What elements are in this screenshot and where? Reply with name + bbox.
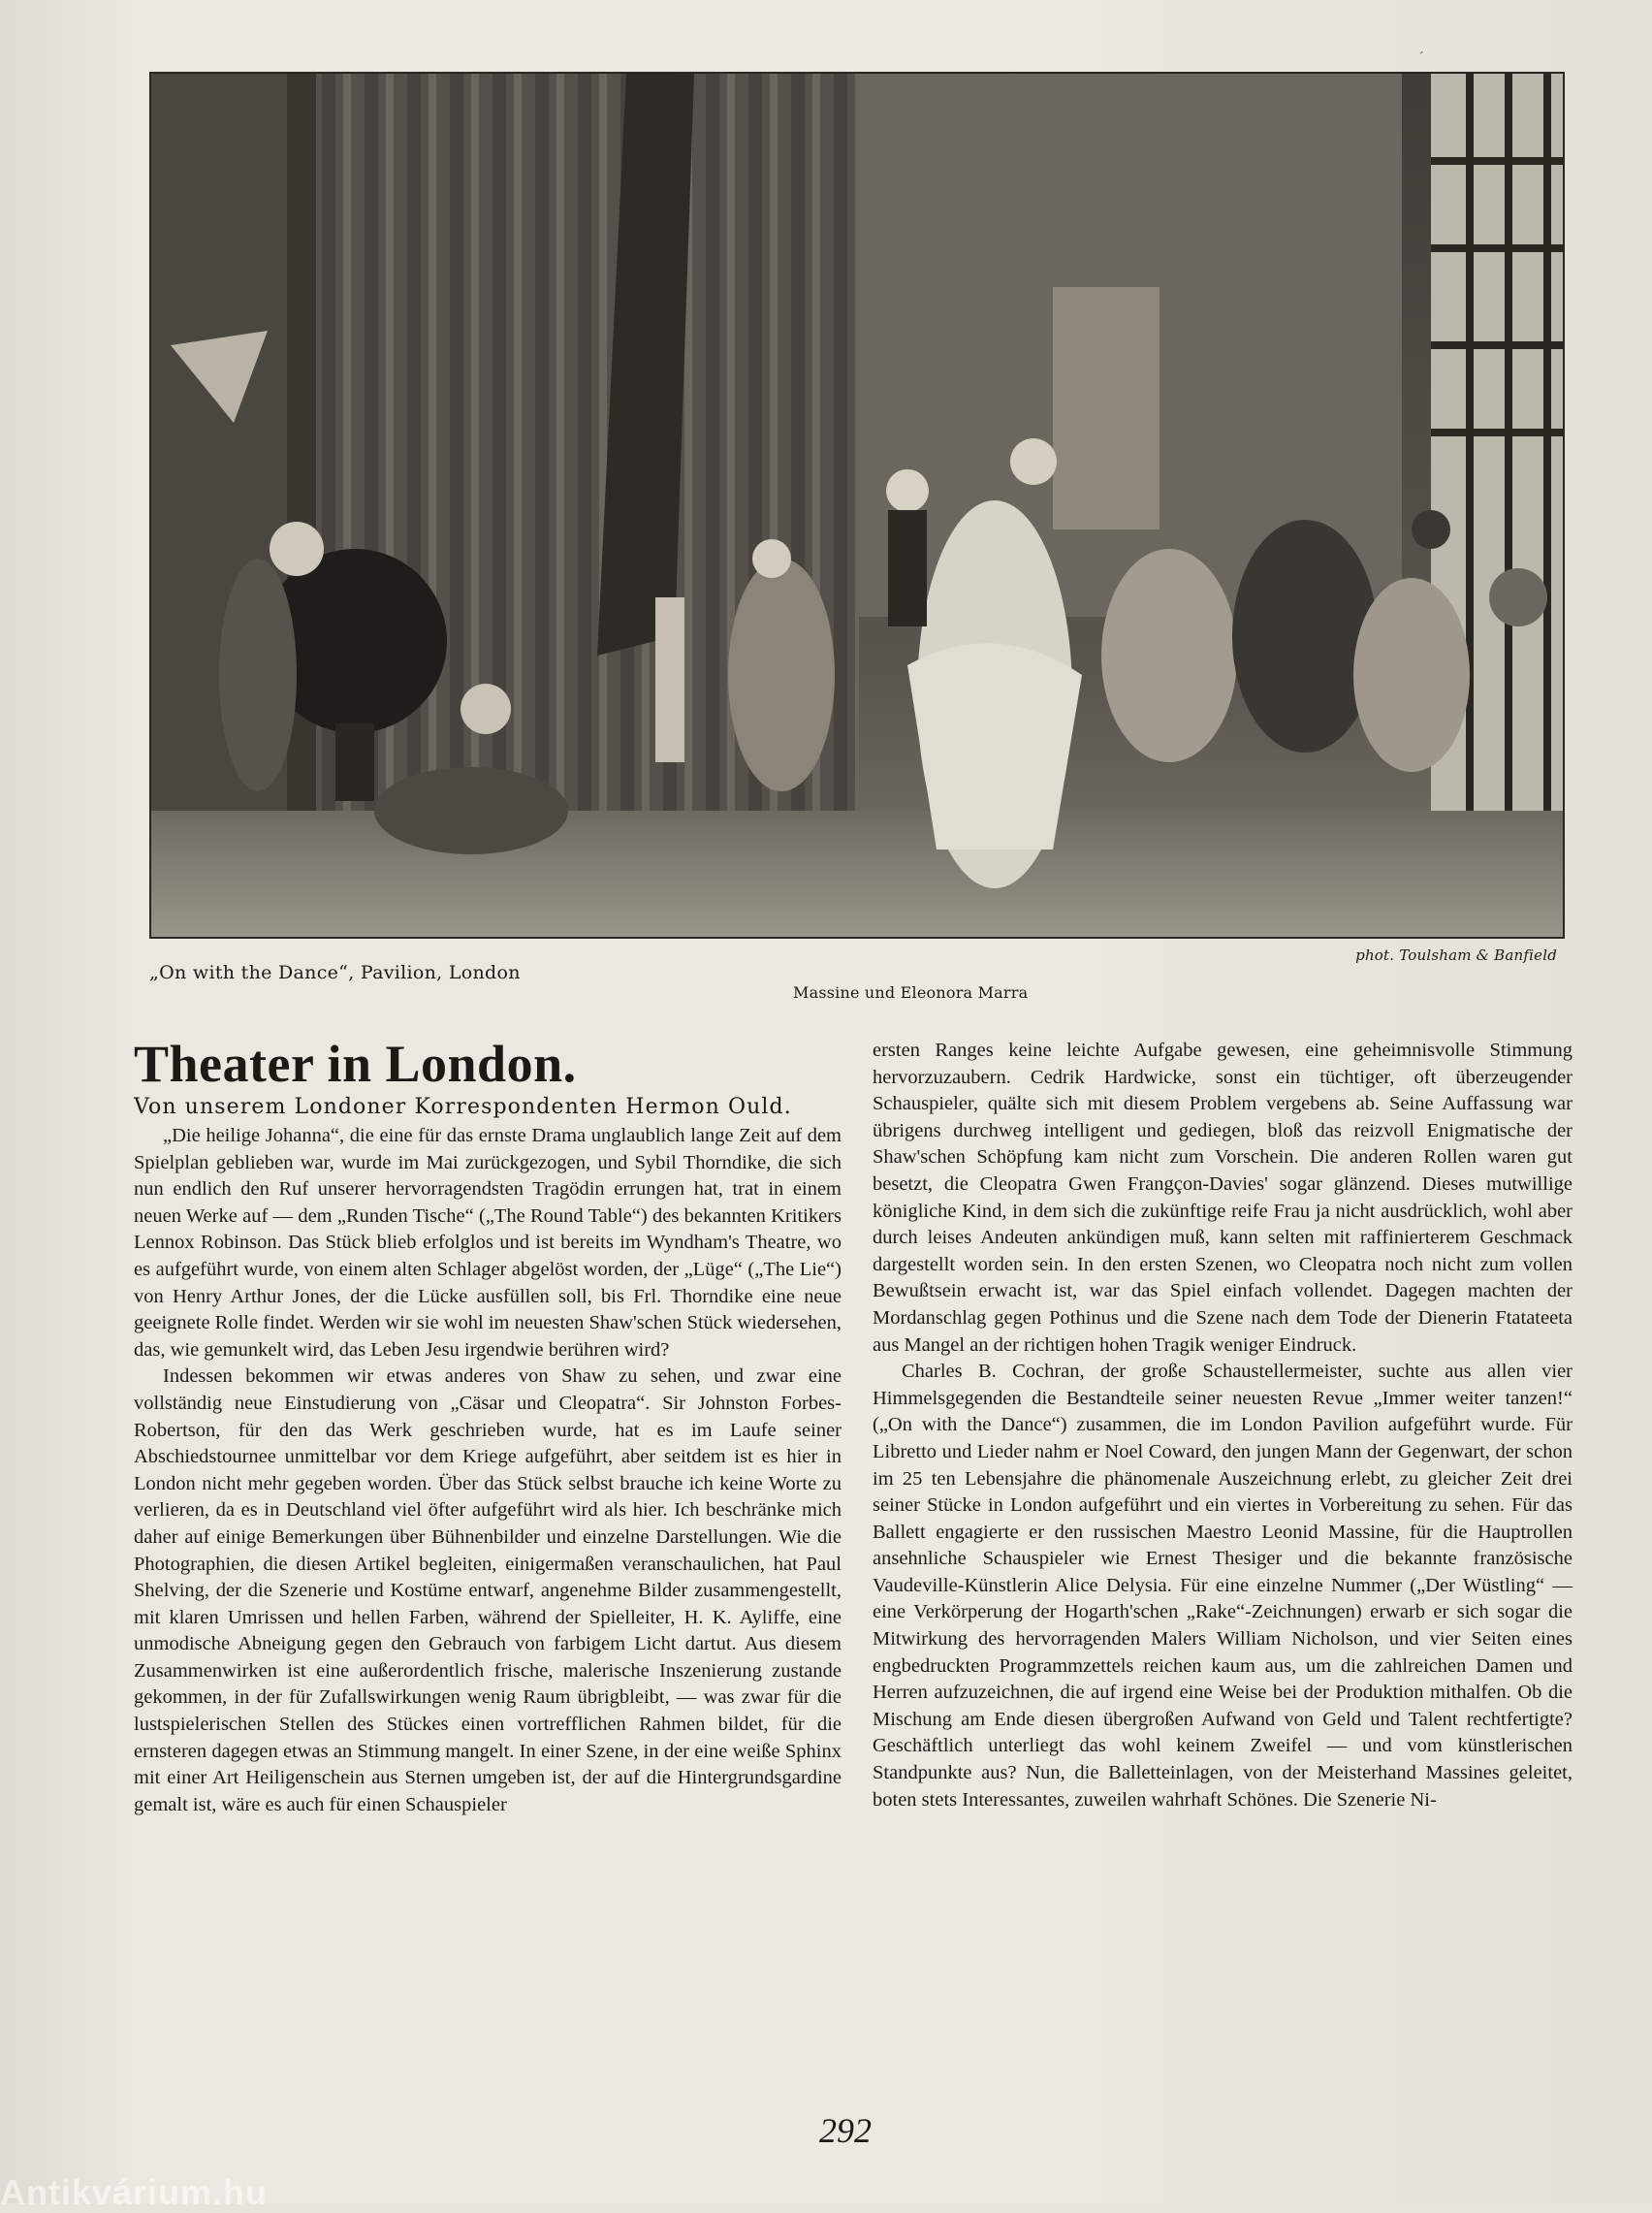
paragraph: ersten Ranges keine leichte Aufgabe gewesen, eine geheimnisvolle Stimmung hervorzuzaubern. Cedrik Hardwicke, sonst ein tüchtiger, oft überzeugender Schauspieler, quälte sich mit diesem Problem vergebens ab. Seine Auffassung war übrigens durchweg intelligent und gediegen, bloß das reizvoll Enigmatische der Shaw'schen Schöpfung kam nicht zum Vorschein. Die anderen Rollen waren gut besetzt, die Cleopatra Gwen Frangçon-Davies' sogar glänzend. Dieses mutwillige königliche Kind, in dem sich die zukünftige reife Frau ja nicht ausdrücklich, wohl aber durch leises Andeuten ankündigen muß, kann selten mit raffinierterem Geschmack dargestellt worden sein. In den ersten Szenen, wo Cleopatra noch nicht zum vollen Bewußtsein erwacht ist, war das Spiel einfach vollendet. Dagegen machten der Mordanschlag gegen Pothinus und die Szene nach dem Tode der Dienerin Ftatateeta aus Mangel an der richtigen hohen Tragik weniger Eindruck. (873, 1040, 1573, 1356)
article-byline: Von unserem Londoner Korrespondenten Hermon Ould. (134, 1095, 792, 1119)
article-column-right (873, 1038, 1573, 1813)
photo-credit: phot. Toulsham & Banfield (1355, 946, 1557, 964)
photo-image (151, 74, 1563, 937)
paragraph: Indessen bekommen wir etwas anderes von Shaw zu sehen, und zwar eine vollständig neue Einstudierung von „Cäsar und Cleopatra“. Sir Johnston Forbes-Robertson, für den das Werk geschrieben wurde, hat es im Laufe seiner Abschiedstournee unmittelbar vor dem Kriege aufgeführt, aber seitdem ist es hier in London nicht mehr gegeben worden. Über das Stück selbst brauche ich keine Worte zu verlieren, da es in Deutschland viel öfter aufgeführt wird als hier. Ich beschränke mich daher auf einige Bemerkungen über Bühnenbilder und einzelne Darstellungen. Wie die Photographien, die diesen Artikel begleiten, einigermaßen veranschaulichen, hat Paul Shelving, der die Szenerie und Kostüme entwarf, angenehme Bilder zusammengestellt, mit klaren Umrissen und hellen Farben, während der Spielleiter, H. K. Ayliffe, eine unmodische Abneigung gegen den Gebrauch von farbigem Licht dartut. Aus diesem Zusammenwirken ist eine außerordentlich frische, malerische Inszenierung zustande gekommen, in der für Zufallswirkungen wenig Raum übrigbleibt, — was zwar für die lustspielerischen Stellen des Stückes einen vortrefflichen Rahmen bildet, für die ernsteren dagegen etwas an Stimmung mangelt. In einer Szene, in der eine weiße Sphinx mit einer Art Heiligenschein aus Sternen umgeben ist, der auf die Hintergrundsgardine gemalt ist, wäre es auch für einen Schauspieler (134, 1365, 842, 1815)
photo-caption-title: „On with the Dance“, Pavilion, London (149, 962, 521, 983)
corner-mark: ´ (1417, 50, 1424, 66)
watermark: Antikvárium.hu (0, 2172, 269, 2212)
article-column-left (134, 1123, 842, 1818)
photo-caption-performers: Massine und Eleonora Marra (793, 983, 1029, 1002)
stage-photograph (149, 72, 1565, 939)
article-title: Theater in London. (134, 1035, 577, 1093)
paragraph: Charles B. Cochran, der große Schaustellermeister, suchte aus allen vier Himmelsgegenden die Bestandteile seiner neuesten Revue „Immer weiter tanzen!“ („On with the Dance“) zusammen, die im London Pavilion aufgeführt wurde. Für Libretto und Lieder nahm er Noel Coward, den jungen Mann der Gegenwart, der schon im 25 ten Lebensjahre die phänomenale Auszeichnung erlebt, zu gleicher Zeit drei seiner Stücke in London aufgeführt und ein viertes in Vorbereitung zu sehen. Für das Ballett engagierte er den russischen Maestro Leonid Massine, für die Hauptrollen ansehnliche Schauspieler wie Ernest Thesiger und die bekannte französische Vaudeville-Künstlerin Alice Delysia. Für eine einzelne Nummer („Der Wüstling“ — eine Verkörperung der Hogarth'schen „Rake“-Zeichnungen) erwarb er sich sogar die Mitwirkung des hervorragenden Malers William Nicholson, und vier Seiten eines engbedruckten Programmzettels reichen kaum aus, um die zahlreichen Damen und Herren aufzuzeichnen, die auf irgend eine Weise bei der Produktion mithalfen. Ob die Mischung am Ende diesen übergroßen Aufwand von Geld und Talent rechtfertigte? Geschäftlich unterliegt das wohl keinem Zweifel — und vom künstlerischen Standpunkte aus? Nun, die Balletteinlagen, von der Meisterhand Massines geleitet, boten stets Interessantes, zuweilen wahrhaft Schönes. Die Szenerie Ni- (873, 1361, 1573, 1811)
paragraph: „Die heilige Johanna“, die eine für das ernste Drama unglaublich lange Zeit auf dem Spielplan geblieben war, wurde im Mai zurückgezogen, und Sybil Thorndike, die sich nun endlich den Ruf unserer hervorragendsten Tragödin errungen hat, trat in einem neuen Werke auf — dem „Runden Tische“ („The Round Table“) des bekannten Kritikers Lennox Robinson. Das Stück blieb erfolglos und ist bereits im Wyndham's Theatre, wo es aufgeführt wurde, von einem alten Schlager abgelöst worden, der „Lüge“ („The Lie“) von Henry Arthur Jones, der die Lücke ausfüllen soll, bis Frl. Thorndike eine neue geeignete Rolle findet. Werden wir sie wohl im neuesten Shaw'schen Stück wiedersehen, das, wie gemunkelt wird, das Leben Jesu irgendwie berühren wird? (134, 1125, 842, 1361)
page-number: 292 (819, 2111, 872, 2150)
